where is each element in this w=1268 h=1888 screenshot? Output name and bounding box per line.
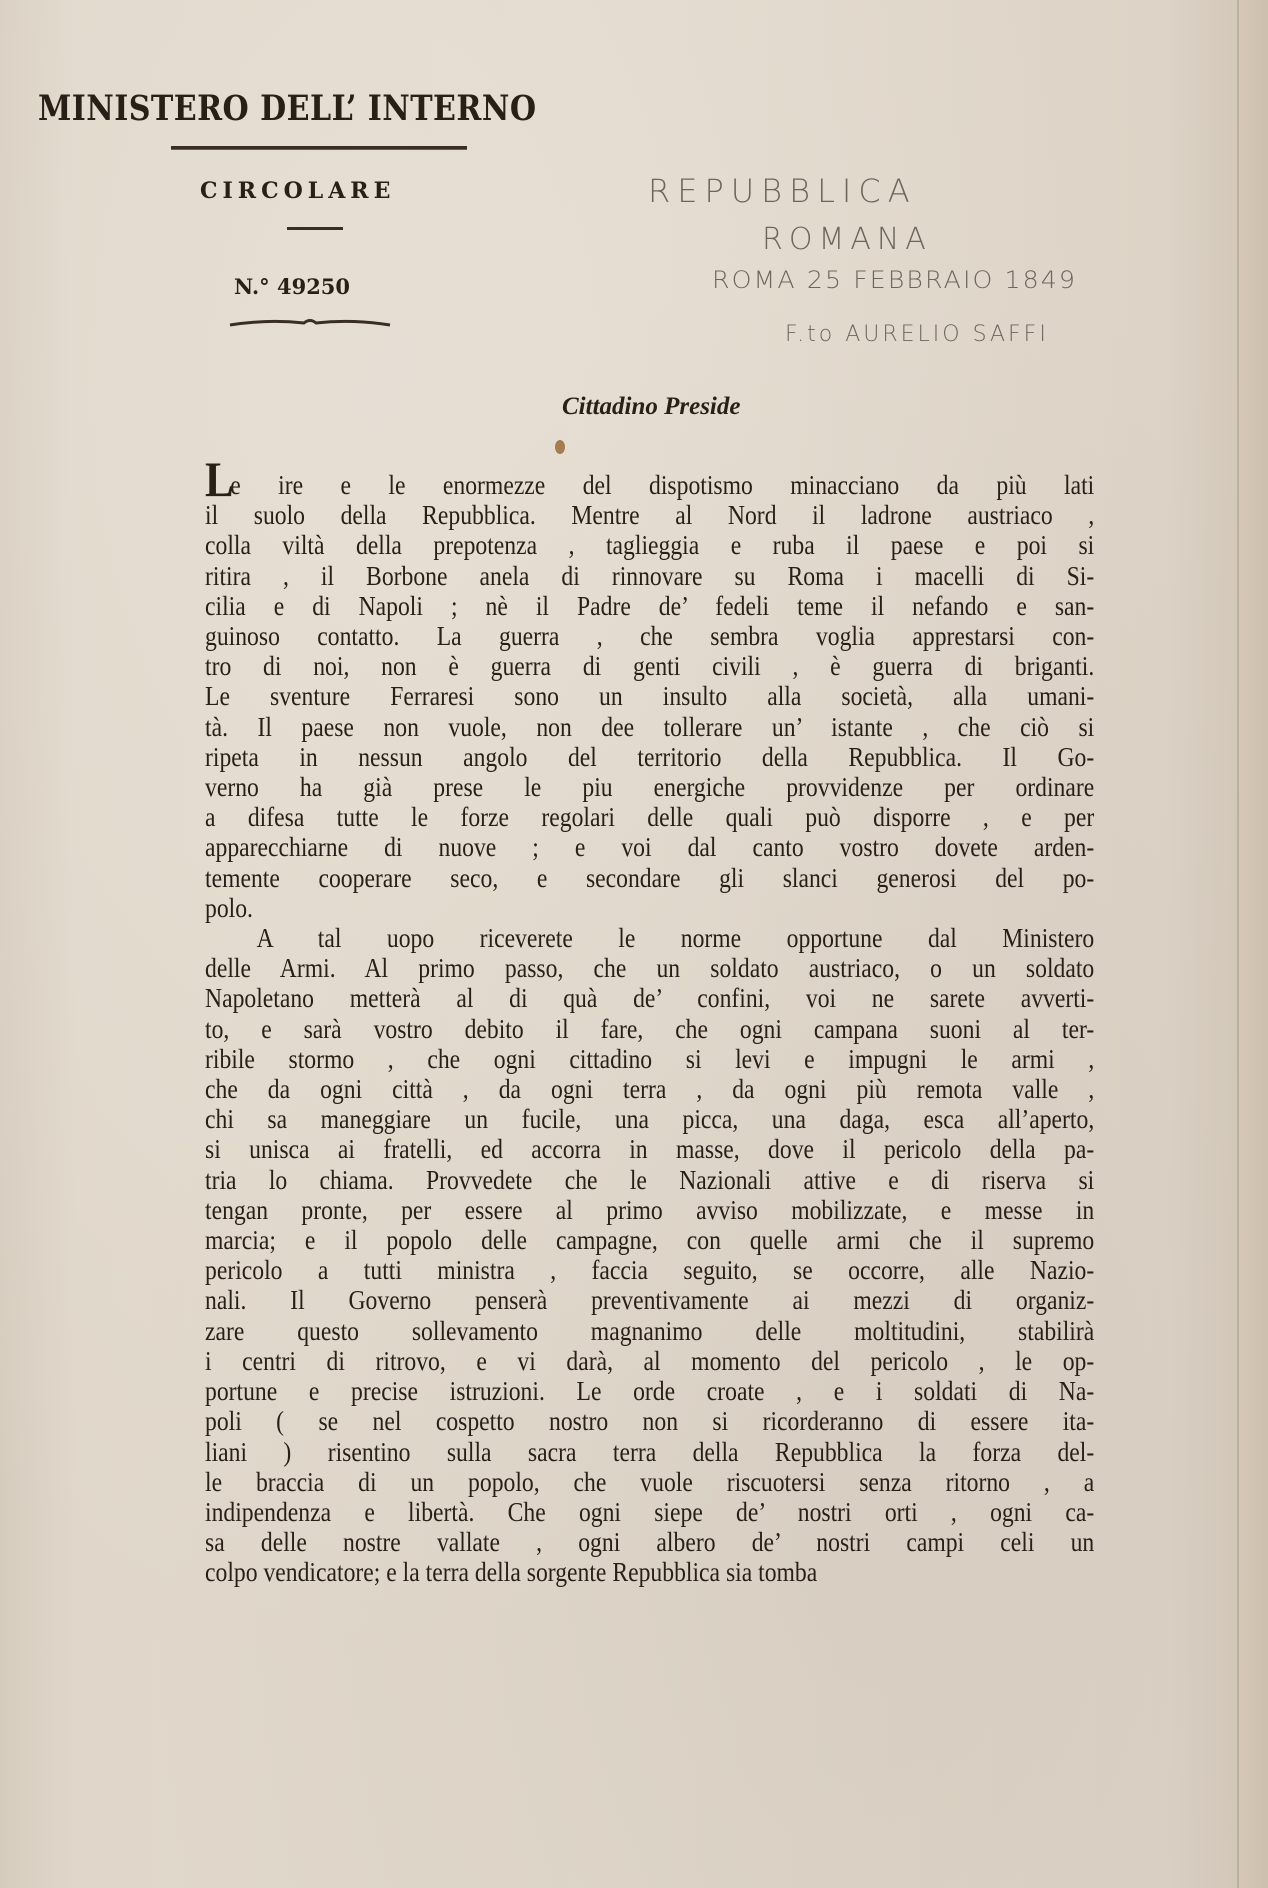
heading-rule bbox=[171, 146, 467, 150]
handwritten-republic: REPUBBLICA bbox=[648, 172, 917, 210]
body-line-text: portune e precise istruzioni. Le orde croate , e i soldati di Na- bbox=[205, 1375, 1095, 1407]
body-line bbox=[205, 1467, 1094, 1497]
salutation: Cittadino Preside bbox=[562, 393, 741, 420]
body-line-text: tro di noi, non è guerra di genti civili , è guerra di briganti. bbox=[205, 650, 1095, 682]
body-line bbox=[205, 1557, 1094, 1587]
body-line bbox=[205, 863, 1094, 893]
body-line bbox=[205, 983, 1094, 1013]
body-line-text: le braccia di un popolo, che vuole riscuotersi senza ritorno , a bbox=[205, 1465, 1095, 1497]
body-line bbox=[205, 1014, 1094, 1044]
body-line-text: colla viltà della prepotenza , taglieggia e ruba il paese e poi si bbox=[205, 529, 1095, 561]
body-line bbox=[205, 742, 1094, 772]
body-line bbox=[205, 1527, 1094, 1557]
body-line bbox=[205, 1437, 1094, 1467]
body-line bbox=[205, 1074, 1094, 1104]
body-line-text: to, e sarà vostro debito il fare, che ogni campana suoni al ter- bbox=[205, 1012, 1095, 1044]
body-line bbox=[205, 1497, 1094, 1527]
body-line-text: delle Armi. Al primo passo, che un soldato austriaco, o un soldato bbox=[205, 952, 1095, 984]
body-line bbox=[205, 893, 1094, 923]
body-line bbox=[205, 530, 1094, 560]
circular-number: N.° 49250 bbox=[234, 274, 351, 299]
ink-stain bbox=[555, 440, 565, 454]
body-line-text: tengan pronte, per essere al primo avviso mobilizzate, e messe in bbox=[205, 1193, 1095, 1225]
body-line bbox=[205, 591, 1094, 621]
body-line bbox=[205, 1376, 1094, 1406]
body-line bbox=[205, 802, 1094, 832]
body-line-text: marcia; e il popolo delle campagne, con quelle armi che il supremo bbox=[205, 1224, 1095, 1256]
body-line bbox=[205, 1134, 1094, 1164]
body-line bbox=[205, 500, 1094, 530]
body-line bbox=[205, 1406, 1094, 1436]
body-line bbox=[205, 451, 1095, 507]
type-rule bbox=[287, 227, 343, 230]
handwritten-romana: ROMANA bbox=[762, 222, 932, 257]
body-line-text: colpo vendicatore; e la terra della sorgente Repubblica sia tomba bbox=[205, 1556, 818, 1588]
body-line bbox=[205, 651, 1094, 681]
body-line bbox=[205, 1104, 1094, 1134]
circular-body bbox=[205, 451, 1095, 1588]
body-line-text: cilia e di Napoli ; nè il Padre de’ fedeli teme il nefando e san- bbox=[205, 589, 1095, 621]
body-line-text: nali. Il Governo penserà preventivamente ai mezzi di organiz- bbox=[205, 1284, 1095, 1316]
body-line-text: a difesa tutte le forze regolari delle quali può disporre , e per bbox=[205, 801, 1095, 833]
body-line bbox=[205, 953, 1094, 983]
body-line bbox=[205, 1195, 1094, 1225]
body-line-text: guinoso contatto. La guerra , che sembra voglia apprestarsi con- bbox=[205, 620, 1095, 652]
page-edge bbox=[1239, 0, 1268, 1888]
body-line-text: ritira , il Borbone anela di rinnovare su Roma i macelli di Si- bbox=[205, 559, 1095, 591]
body-line-text: tà. Il paese non vuole, non dee tollerare un’ istante , che ciò si bbox=[205, 710, 1095, 742]
drop-cap: L bbox=[205, 451, 234, 507]
body-line bbox=[205, 772, 1094, 802]
flourish-ornament bbox=[228, 316, 392, 330]
body-line-text: ripeta in nessun angolo del territorio della Repubblica. Il Go- bbox=[205, 740, 1095, 772]
body-line bbox=[205, 1225, 1094, 1255]
handwritten-signature: F.to AURELIO SAFFI bbox=[785, 322, 1049, 347]
body-line-text: temente cooperare seco, e secondare gli slanci generosi del po- bbox=[205, 861, 1095, 893]
body-line bbox=[205, 1285, 1094, 1315]
body-line bbox=[205, 832, 1094, 862]
body-line-text: apparecchiarne di nuove ; e voi dal canto vostro dovete arden- bbox=[205, 831, 1095, 863]
handwritten-date: ROMA 25 FEBBRAIO 1849 bbox=[712, 266, 1078, 294]
ministry-heading: MINISTERO DELL’ INTERNO bbox=[38, 88, 537, 129]
body-line bbox=[205, 681, 1094, 711]
body-line-text: poli ( se nel cospetto nostro non si ricorderanno di essere ita- bbox=[205, 1405, 1095, 1437]
document-type: CIRCOLARE bbox=[200, 178, 396, 204]
body-line-text: i centri di ritrovo, e vi darà, al momento del pericolo , le op- bbox=[205, 1344, 1095, 1376]
body-line bbox=[205, 1044, 1094, 1074]
body-line bbox=[205, 1316, 1094, 1346]
body-line-text: che da ogni città , da ogni terra , da ogni più remota valle , bbox=[205, 1073, 1095, 1105]
body-line-text: zare questo sollevamento magnanimo delle moltitudini, stabilirà bbox=[205, 1314, 1095, 1346]
body-line-text: indipendenza e libertà. Che ogni siepe de’ nostri orti , ogni ca- bbox=[205, 1495, 1095, 1527]
body-line-text: sa delle nostre vallate , ogni albero de’ nostri campi celi un bbox=[205, 1526, 1095, 1558]
body-line-text: ribile stormo , che ogni cittadino si levi e impugni le armi , bbox=[205, 1042, 1095, 1074]
body-line-text: polo. bbox=[205, 891, 253, 923]
body-line-text: A tal uopo riceverete le norme opportune dal Ministero bbox=[256, 922, 1095, 954]
body-line bbox=[205, 923, 1094, 953]
body-line-text: il suolo della Repubblica. Mentre al Nord il ladrone austriaco , bbox=[205, 499, 1095, 531]
body-line-text: liani ) risentino sulla sacra terra della Repubblica la forza del- bbox=[205, 1435, 1095, 1467]
body-line-text: tria lo chiama. Provvedete che le Nazionali attive e di riserva si bbox=[205, 1163, 1095, 1195]
body-line bbox=[205, 1165, 1094, 1195]
body-line bbox=[205, 561, 1094, 591]
body-line-text: pericolo a tutti ministra , faccia seguito, se occorre, alle Nazio- bbox=[205, 1254, 1095, 1286]
body-line-text: Napoletano metterà al di quà de’ confini, voi ne sarete avverti- bbox=[205, 982, 1095, 1014]
body-line-text: chi sa maneggiare un fucile, una picca, una daga, esca all’aperto, bbox=[205, 1103, 1095, 1135]
body-line-text: si unisca ai fratelli, ed accorra in masse, dove il pericolo della pa- bbox=[205, 1133, 1095, 1165]
body-line bbox=[205, 1346, 1094, 1376]
body-line-text: Le sventure Ferraresi sono un insulto alla società, alla umani- bbox=[205, 680, 1095, 712]
body-line-text: verno ha già prese le piu energiche provvidenze per ordinare bbox=[205, 771, 1095, 803]
body-line bbox=[205, 621, 1094, 651]
body-line-text: e ire e le enormezze del dispotismo minacciano da più lati bbox=[230, 469, 1095, 500]
body-line bbox=[205, 712, 1094, 742]
body-line bbox=[205, 1255, 1094, 1285]
